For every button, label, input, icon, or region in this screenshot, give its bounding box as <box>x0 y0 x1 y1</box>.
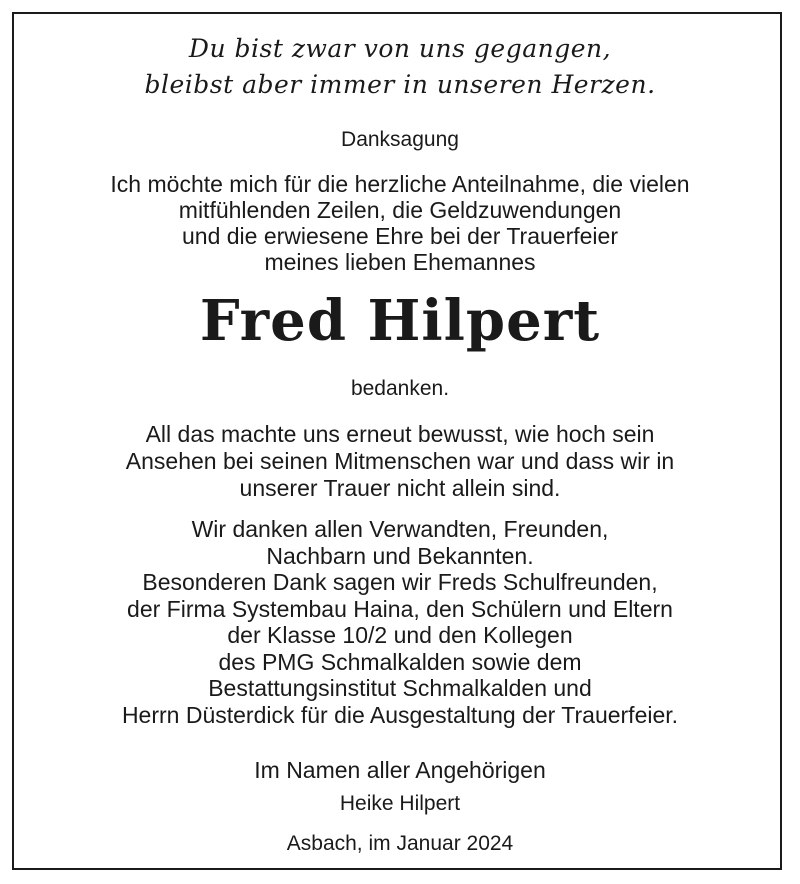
motto-line-1: Du bist zwar von uns gegangen, <box>188 34 612 63</box>
intro-line: und die erwiesene Ehre bei der Trauerfeier <box>182 223 618 249</box>
heading: Danksagung <box>341 128 459 151</box>
intro-line: Ich möchte mich für die herzliche Anteilnahme, die vielen <box>110 171 690 197</box>
paragraph-line: der Firma Systembau Haina, den Schülern und Eltern <box>127 596 673 622</box>
signer-name: Heike Hilpert <box>339 792 461 815</box>
intro-line: meines lieben Ehemannes <box>264 249 536 275</box>
paragraph-line: Herrn Düsterdick für die Ausgestaltung der Trauerfeier. <box>121 702 679 728</box>
deceased-name: Fred Hilpert <box>199 288 601 354</box>
paragraph-line: Bestattungsinstitut Schmalkalden und <box>208 675 592 701</box>
paragraph-line: der Klasse 10/2 und den Kollegen <box>227 622 573 648</box>
paragraph-line: Ansehen bei seinen Mitmenschen war und dass wir in <box>125 448 675 474</box>
paragraph-line: Nachbarn und Bekannten. <box>266 543 534 569</box>
paragraph-line: All das machte uns erneut bewusst, wie hoch sein <box>145 421 655 447</box>
intro-line: mitfühlenden Zeilen, die Geldzuwendungen <box>178 197 622 223</box>
thanks-word: bedanken. <box>350 377 450 400</box>
place-date: Asbach, im Januar 2024 <box>286 832 514 855</box>
paragraph-line: unserer Trauer nicht allein sind. <box>239 475 561 501</box>
closing-line: Im Namen aller Angehörigen <box>254 757 546 783</box>
motto-line-2: bleibst aber immer in unseren Herzen. <box>144 70 656 99</box>
paragraph-line: Besonderen Dank sagen wir Freds Schulfreunden, <box>142 569 658 595</box>
paragraph-line: des PMG Schmalkalden sowie dem <box>218 649 582 675</box>
paragraph-line: Wir danken allen Verwandten, Freunden, <box>191 516 609 542</box>
